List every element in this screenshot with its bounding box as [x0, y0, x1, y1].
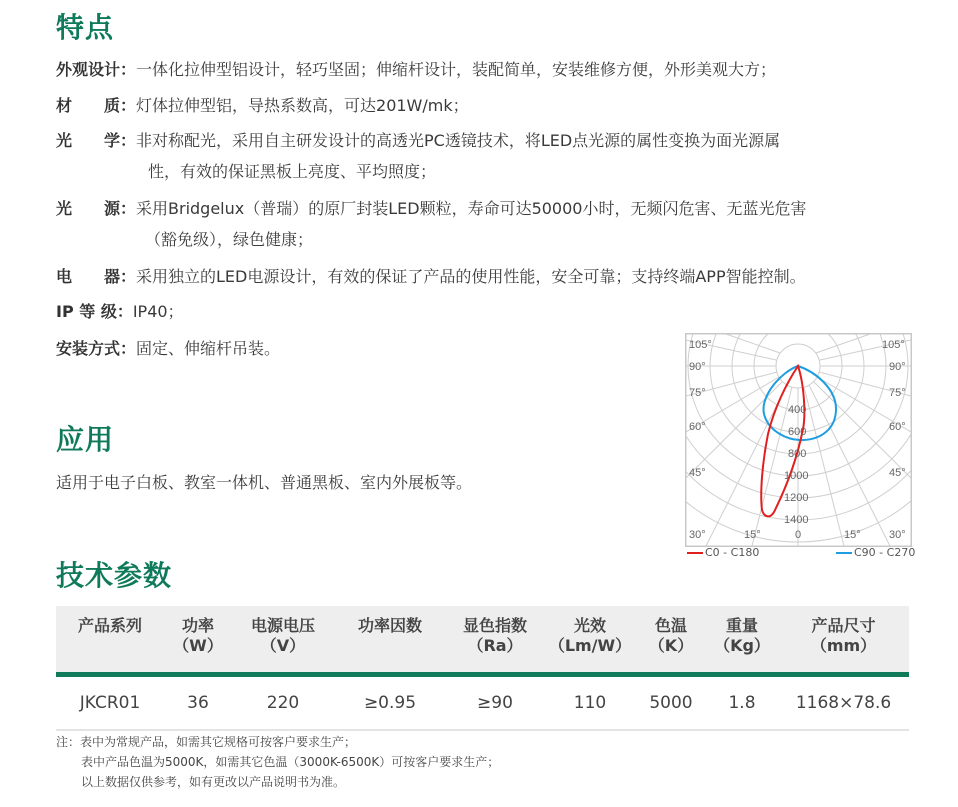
feature-label: IP 等 级： [56, 302, 133, 321]
cell-weight: 1.8 [706, 675, 778, 731]
svg-text:800: 800 [788, 448, 807, 460]
feature-label: 材 质： [56, 96, 137, 115]
legend-c90-c270 [836, 546, 915, 559]
feature-text: 一体化拉伸型铝设计，轻巧坚固；伸缩杆设计，装配简单，安装维修方便，外形美观大方； [136, 60, 777, 79]
note-line: 注：表中为常规产品，如需其它规格可按客户要求生产； [56, 735, 357, 749]
feature-text: 采用独立的LED电源设计，有效的保证了产品的使用性能，安全可靠；支持终端APP智能控制。 [136, 267, 806, 286]
note-line: 表中产品色温为5000K，如需其它色温（3000K-6500K）可按客户要求生产； [81, 755, 500, 769]
svg-text:90°: 90° [889, 361, 906, 373]
feature-label: 外观设计： [56, 60, 137, 79]
feature-ip-rating [56, 299, 184, 325]
feature-appearance [56, 57, 776, 83]
col-weight: 重量 （Kg） [706, 606, 778, 675]
light-distribution-chart [685, 333, 912, 547]
feature-label: 光 学： [56, 131, 137, 150]
svg-text:600: 600 [788, 426, 807, 438]
svg-text:15°: 15° [844, 529, 861, 541]
blue-line-icon [836, 552, 852, 554]
features-title: 特点 [56, 11, 115, 44]
col-power-factor: 功率因数 [334, 606, 446, 675]
svg-text:75°: 75° [689, 387, 706, 399]
col-cct: 色温 （K） [636, 606, 706, 675]
svg-text:1400: 1400 [784, 514, 809, 526]
cell-voltage: 220 [232, 675, 334, 731]
col-cri: 显色指数 （Ra） [446, 606, 544, 675]
svg-text:60°: 60° [689, 421, 706, 433]
cell-size: 1168×78.6 [778, 675, 909, 731]
notes [56, 732, 499, 792]
svg-text:15°: 15° [744, 529, 761, 541]
application-title: 应用 [56, 423, 115, 456]
legend-label: C90 - C270 [854, 546, 916, 559]
table-row [56, 675, 909, 731]
red-line-icon [687, 552, 703, 554]
feature-text: 非对称配光，采用自主研发设计的高透光PC透镜技术，将LED点光源的属性变换为面光源属 [136, 131, 781, 150]
col-power: 功率 （W） [164, 606, 232, 675]
legend-c0-c180 [687, 546, 759, 559]
feature-label: 安装方式： [56, 339, 137, 358]
svg-text:105°: 105° [882, 339, 905, 351]
svg-text:60°: 60° [889, 421, 906, 433]
svg-text:45°: 45° [689, 467, 706, 479]
legend-label: C0 - C180 [705, 546, 760, 559]
feature-text: 采用Bridgelux（普瑞）的原厂封装LED颗粒，寿命可达50000小时，无频闪危害、无蓝光危害 [136, 199, 807, 218]
feature-installation [56, 336, 280, 362]
feature-optics [56, 128, 780, 154]
feature-label: 电 器： [56, 267, 137, 286]
cell-power: 36 [164, 675, 232, 731]
cell-efficacy: 110 [544, 675, 636, 731]
svg-text:400: 400 [788, 404, 807, 416]
feature-electrical [56, 264, 806, 290]
feature-text: 固定、伸缩杆吊装。 [136, 339, 281, 358]
col-efficacy: 光效 （Lm/W） [544, 606, 636, 675]
col-size: 产品尺寸 （mm） [778, 606, 909, 675]
feature-light-source [56, 196, 806, 222]
svg-text:45°: 45° [889, 467, 906, 479]
table-header-row [56, 606, 909, 675]
cell-series: JKCR01 [56, 675, 164, 731]
svg-text:90°: 90° [689, 361, 706, 373]
feature-material [56, 93, 469, 119]
svg-text:1200: 1200 [784, 492, 809, 504]
svg-text:30°: 30° [889, 529, 906, 541]
svg-text:30°: 30° [689, 529, 706, 541]
feature-label: 光 源： [56, 199, 137, 218]
feature-optics-continued: 性，有效的保证黑板上亮度、平均照度； [148, 162, 437, 181]
cell-cri: ≥90 [446, 675, 544, 731]
cell-cct: 5000 [636, 675, 706, 731]
note-line: 以上数据仅供参考，如有更改以产品说明书为准。 [81, 775, 346, 789]
svg-text:105°: 105° [689, 339, 712, 351]
col-series: 产品系列 [56, 606, 164, 675]
svg-text:0: 0 [795, 529, 802, 541]
feature-light-source-continued: （豁免级），绿色健康； [145, 230, 314, 249]
col-voltage: 电源电压 （V） [232, 606, 334, 675]
cell-power-factor: ≥0.95 [334, 675, 446, 731]
specs-title: 技术参数 [56, 559, 173, 592]
feature-text: IP40； [132, 302, 184, 321]
application-text: 适用于电子白板、教室一体机、普通黑板、室内外展板等。 [56, 473, 473, 492]
specs-table [56, 606, 909, 731]
polar-grid [686, 334, 911, 546]
feature-text: 灯体拉伸型铝，导热系数高，可达201W/mk； [136, 96, 469, 115]
svg-text:1000: 1000 [784, 470, 809, 482]
svg-text:75°: 75° [889, 387, 906, 399]
